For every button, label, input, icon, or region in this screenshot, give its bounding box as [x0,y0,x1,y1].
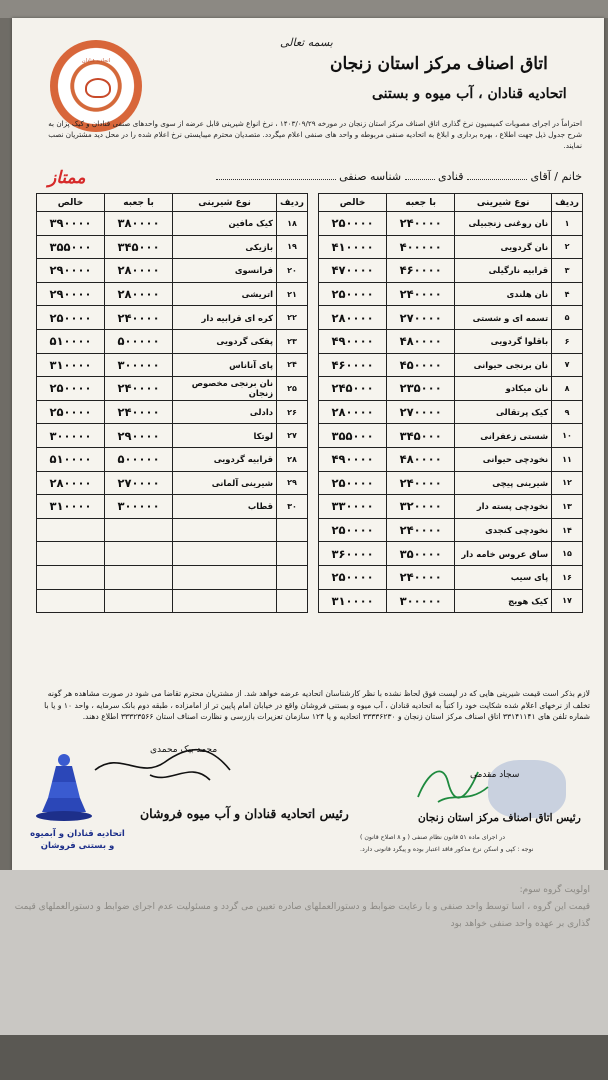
price-boxed: ۲۴۰۰۰۰ [387,282,455,306]
price-net: ۳۳۰۰۰۰ [319,495,387,519]
row-number: ۲۳ [277,329,308,353]
price-boxed: ۲۴۰۰۰۰ [387,518,455,542]
header-row-no: ردیف [277,194,308,212]
header-boxed: با جعبه [105,194,173,212]
price-net: ۴۶۰۰۰۰ [319,353,387,377]
row-number: ۲۸ [277,447,308,471]
price-boxed: ۲۷۰۰۰۰ [387,400,455,424]
right-signer-name: سجاد مقدمی [470,770,520,780]
price-boxed: ۴۰۰۰۰۰ [387,235,455,259]
price-boxed: ۲۸۰۰۰۰ [105,259,173,283]
logo-lettering: اتحادیه قنادان [81,58,111,64]
row-number: ۱۳ [552,495,583,519]
price-net: ۲۵۰۰۰۰ [37,400,105,424]
price-boxed: ۲۷۰۰۰۰ [387,306,455,330]
intro-paragraph: احتراماً در اجرای مصوبات کمیسیون نرخ گذاری اتاق اصناف مرکز استان زنجان در مورخه ۱۴۰۳/۰۹/۲۹ ، نرخ انواع شیرینی قابل عرضه از سوی واحدهای صنفی قنادان و کیک پزان به شرح جدول ذیل جهت اطلاع ، بهره برداری و ابلاغ به اتحادیه صنفی مربوطه و واحد های صنفی اعلام میگردد. متصدیان محترم میبایستی نرخ اعلام شده را در محل دید مشتریان نصب نمایند. [48,119,582,150]
price-boxed: ۲۴۰۰۰۰ [105,377,173,401]
table-row [37,542,308,566]
price-net [37,565,105,589]
price-net: ۲۵۰۰۰۰ [319,565,387,589]
underlying-sheet [0,870,608,1035]
legal-note: در اجرای ماده ۵۱ قانون نظام صنفی ( و ۸ اصلاح قانون ) [360,834,506,841]
price-boxed [105,542,173,566]
item-name: نان هلندی [455,282,552,306]
price-net: ۳۶۰۰۰۰ [319,542,387,566]
price-net: ۵۱۰۰۰۰ [37,447,105,471]
price-table-right [318,193,583,613]
price-boxed: ۳۰۰۰۰۰ [105,495,173,519]
item-name: کیک مافین [173,212,277,236]
row-number: ۱۷ [552,589,583,613]
table-row [319,565,583,589]
table-row [319,471,583,495]
item-name [173,542,277,566]
price-net: ۲۸۰۰۰۰ [37,471,105,495]
table-row [319,306,583,330]
price-boxed: ۲۴۰۰۰۰ [387,212,455,236]
item-name: باقلوا گردویی [455,329,552,353]
price-boxed: ۲۹۰۰۰۰ [105,424,173,448]
under-line-2: قیمت این گروه ، اسا توسط واحد صنفی و با رعایت ضوابط و دستورالعملهای صادره تعیین می گردد و مسئولیت عدم اجرای ضوابط و دستورالعملهای قیمت [14,902,590,912]
header-row-no: ردیف [552,194,583,212]
row-number [277,518,308,542]
chamber-stamp-icon [488,760,566,818]
price-boxed: ۴۸۰۰۰۰ [387,329,455,353]
price-net: ۲۴۵۰۰۰ [319,377,387,401]
item-name: تسمه ای و شستی [455,306,552,330]
item-name: پای آناناس [173,353,277,377]
price-boxed: ۲۸۰۰۰۰ [105,282,173,306]
row-number: ۶ [552,329,583,353]
union-title: اتحادیه قنادان ، آب میوه و بستنی [372,86,567,102]
right-signature [408,752,498,812]
row-number: ۲۰ [277,259,308,283]
price-net: ۲۵۰۰۰۰ [37,306,105,330]
item-name: شیرینی آلمانی [173,471,277,495]
row-number: ۱۸ [277,212,308,236]
price-boxed: ۳۰۰۰۰۰ [387,589,455,613]
row-number: ۵ [552,306,583,330]
item-name: فرانسوی [173,259,277,283]
header-net: خالص [319,194,387,212]
price-boxed: ۵۰۰۰۰۰ [105,329,173,353]
item-name: پای سیب [455,565,552,589]
price-net: ۲۸۰۰۰۰ [319,400,387,424]
table-row [37,495,308,519]
table-row [37,212,308,236]
copy-warning: نوجه : کپی و اسکن نرخ مذکور فاقد اعتبار بوده و پیگرد قانونی دارد. [360,846,534,853]
right-signer-title: رئیس اتاق اصناف مرکز استان زنجان [418,812,581,824]
basmala: بسمه تعالی [280,36,333,49]
table-row [37,447,308,471]
item-name: نان برنجی مخصوص زنجان [173,377,277,401]
row-number: ۲۷ [277,424,308,448]
price-net: ۳۰۰۰۰۰ [37,424,105,448]
price-net: ۲۵۰۰۰۰ [319,471,387,495]
table-row [319,329,583,353]
table-row [319,282,583,306]
table-row [319,400,583,424]
price-boxed [105,565,173,589]
item-name: کیک پرتقالی [455,400,552,424]
price-boxed: ۳۲۰۰۰۰ [387,495,455,519]
item-name [173,518,277,542]
row-number [277,542,308,566]
row-number: ۲۲ [277,306,308,330]
left-signer-name: محمد بیک محمدی [150,745,218,755]
row-number: ۱۶ [552,565,583,589]
price-boxed [105,518,173,542]
price-net: ۴۷۰۰۰۰ [319,259,387,283]
table-row [37,306,308,330]
price-boxed: ۴۶۰۰۰۰ [387,259,455,283]
row-number: ۱۱ [552,447,583,471]
price-boxed: ۵۰۰۰۰۰ [105,447,173,471]
row-number [277,589,308,613]
row-number: ۲۴ [277,353,308,377]
row-number: ۱ [552,212,583,236]
logo-emblem-icon [85,78,111,98]
price-boxed: ۴۸۰۰۰۰ [387,447,455,471]
grade-stamp: ممتاز [48,168,86,188]
table-row [37,589,308,613]
table-row [319,377,583,401]
table-row [319,424,583,448]
price-net [37,518,105,542]
price-boxed: ۳۴۵۰۰۰ [105,235,173,259]
price-boxed: ۲۴۰۰۰۰ [105,400,173,424]
price-net [37,542,105,566]
item-name: نخودچی کنجدی [455,518,552,542]
row-number: ۲۶ [277,400,308,424]
under-line-1: اولویت گروه سوم: [519,885,590,895]
row-number: ۷ [552,353,583,377]
background-bottom [0,1035,608,1080]
row-number: ۱۲ [552,471,583,495]
table-row [37,424,308,448]
name-blank [467,179,527,180]
id-blank [216,179,336,180]
price-boxed: ۳۵۰۰۰۰ [387,542,455,566]
price-boxed: ۳۰۰۰۰۰ [105,353,173,377]
item-name: اتریشی [173,282,277,306]
table-row [37,329,308,353]
item-name [173,589,277,613]
table-row [319,212,583,236]
row-number: ۸ [552,377,583,401]
item-name: قرابیه نارگیلی [455,259,552,283]
row-number: ۹ [552,400,583,424]
item-name [173,565,277,589]
table-row [37,400,308,424]
row-number: ۲۵ [277,377,308,401]
table-row [37,377,308,401]
item-name: نان گردویی [455,235,552,259]
header-net: خالص [37,194,105,212]
price-net [37,589,105,613]
table-row [319,589,583,613]
table-header-row [37,194,308,212]
price-net: ۲۹۰۰۰۰ [37,282,105,306]
table-row [37,353,308,377]
price-net: ۳۱۰۰۰۰ [37,353,105,377]
row-number: ۱۹ [277,235,308,259]
item-name: شستی زعفرانی [455,424,552,448]
price-boxed: ۲۴۰۰۰۰ [387,471,455,495]
org-title: اتاق اصناف مرکز استان زنجان [330,54,548,74]
table-row [37,259,308,283]
price-net: ۳۱۰۰۰۰ [37,495,105,519]
price-boxed: ۳۴۵۰۰۰ [387,424,455,448]
item-name: نان میکادو [455,377,552,401]
left-signer-title: رئیس اتحادیه قنادان و آب میوه فروشان [140,806,349,821]
row-number: ۱۰ [552,424,583,448]
item-name: کره ای قرابیه دار [173,306,277,330]
table-row [319,447,583,471]
row-number: ۱۵ [552,542,583,566]
row-number: ۴ [552,282,583,306]
item-name: نخودچی پسته دار [455,495,552,519]
trade-name: قنادی [438,170,464,183]
row-number: ۱۴ [552,518,583,542]
item-name: قرابیه گردویی [173,447,277,471]
price-boxed: ۲۳۵۰۰۰ [387,377,455,401]
price-boxed: ۴۵۰۰۰۰ [387,353,455,377]
item-name: لوتکا [173,424,277,448]
salutation: خانم / آقای [530,170,582,183]
row-number: ۲۱ [277,282,308,306]
item-name: ساق عروس خامه دار [455,542,552,566]
item-name: نخودچی حیوانی [455,447,552,471]
item-name: شیرینی پیچی [455,471,552,495]
background-top [0,0,608,18]
price-net: ۴۱۰۰۰۰ [319,235,387,259]
price-boxed: ۲۷۰۰۰۰ [105,471,173,495]
table-row [319,518,583,542]
price-net: ۲۹۰۰۰۰ [37,259,105,283]
row-number: ۳ [552,259,583,283]
price-boxed: ۲۴۰۰۰۰ [387,565,455,589]
header-boxed: با جعبه [387,194,455,212]
row-number [277,565,308,589]
header-type: نوع شیرینی [455,194,552,212]
item-name: بازیکی [173,235,277,259]
item-name: کیک هویج [455,589,552,613]
footnote: لازم بذکر است قیمت شیرینی هایی که در لیست فوق لحاظ نشده با نظر کارشناسان اتحادیه عرضه خواهد شد. از مشتریان محترم تقاضا می شود در صورت مشاهده هر گونه تخلف از نرخهای اعلام شده شکایت خود را کتباً به اتحادیه قنادان ، آب میوه و بستنی فروشان واقع در خیابان امام پایین تر از امامزاده ، طبقه دوم بانک سرمایه ، واحد ۱۰ و یا با شماره تلفن های ۳۳۱۴۱۱۴۱ اتاق اصناف مرکز استان زنجان و ۳۳۳۳۶۲۳۰ اتحادیه و یا ۱۲۴ سازمان تعزیرات بازرسی و نظارت اصناف استان ۳۳۳۲۳۵۶۶ اطلاع دهند. [44,689,590,721]
price-boxed: ۲۴۰۰۰۰ [105,306,173,330]
table-row [319,259,583,283]
table-row [319,353,583,377]
item-name: نان برنجی حیوانی [455,353,552,377]
table-row [319,235,583,259]
union-stamp-icon [32,742,96,824]
id-label: شناسه صنفی [339,170,402,183]
row-number: ۲ [552,235,583,259]
table-row [37,282,308,306]
table-header-row [319,194,583,212]
table-row [37,518,308,542]
price-net: ۴۹۰۰۰۰ [319,329,387,353]
row-number: ۲۹ [277,471,308,495]
item-name: دادلی [173,400,277,424]
price-net: ۳۹۰۰۰۰ [37,212,105,236]
price-net: ۲۵۰۰۰۰ [319,282,387,306]
addressee-line [34,170,582,183]
price-net: ۲۵۰۰۰۰ [37,377,105,401]
price-net: ۳۱۰۰۰۰ [319,589,387,613]
price-boxed: ۳۸۰۰۰۰ [105,212,173,236]
item-name: قطاب [173,495,277,519]
price-boxed [105,589,173,613]
union-stamp-text: اتحادیه قنادان و آبمیوه و بستنی فروشان [30,829,125,851]
table-row [37,565,308,589]
item-name: پفکی گردویی [173,329,277,353]
table-row [319,495,583,519]
item-name: نان روغنی زنجبیلی [455,212,552,236]
trade-blank [405,179,435,180]
row-number: ۳۰ [277,495,308,519]
price-net: ۳۵۵۰۰۰ [319,424,387,448]
price-net: ۲۵۰۰۰۰ [319,212,387,236]
header-type: نوع شیرینی [173,194,277,212]
under-line-3: گذاری بر عهده واحد صنفی خواهد بود [450,919,590,929]
price-net: ۴۹۰۰۰۰ [319,447,387,471]
price-net: ۳۵۵۰۰۰ [37,235,105,259]
table-row [319,542,583,566]
table-row [37,235,308,259]
price-net: ۲۵۰۰۰۰ [319,518,387,542]
price-net: ۲۸۰۰۰۰ [319,306,387,330]
price-table-left [36,193,308,613]
table-row [37,471,308,495]
price-net: ۵۱۰۰۰۰ [37,329,105,353]
